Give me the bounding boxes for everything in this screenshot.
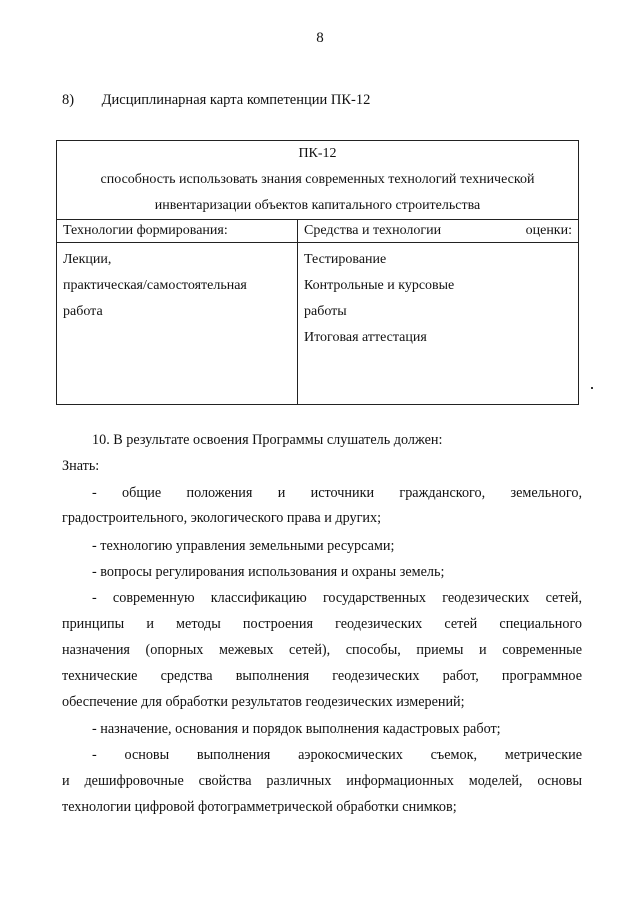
competency-header-cell xyxy=(57,141,579,220)
section-title: Дисциплинарная карта компетенции ПК-12 xyxy=(101,92,371,108)
page-number: 8 xyxy=(316,30,324,46)
know-label: Знать: xyxy=(62,458,100,474)
know-item-4-line5: обеспечение для обработки результатов геодезических измерений; xyxy=(62,694,465,710)
formation-item: практическая/самостоятельная xyxy=(63,278,247,293)
assessment-item: Итоговая аттестация xyxy=(304,330,427,345)
column-header-formation-text: Технологии формирования: xyxy=(63,223,228,238)
assessment-item: работы xyxy=(304,304,347,319)
know-item-4-line4: технические средства выполнения геодезических работ, программное xyxy=(62,668,582,684)
section-number: 8) xyxy=(62,92,75,108)
know-item-2: - технологию управления земельными ресурсами; xyxy=(92,538,395,554)
column-header-assessment-right: оценки: xyxy=(525,223,572,238)
outcomes-intro: 10. В результате освоения Программы слушатель должен: xyxy=(92,432,443,448)
assessment-cell xyxy=(298,243,579,405)
know-item-3: - вопросы регулирования использования и охраны земель; xyxy=(92,564,445,580)
column-header-formation xyxy=(57,220,298,243)
competency-description-line2: инвентаризации объектов капитального строительства xyxy=(154,198,481,213)
formation-item: работа xyxy=(63,304,103,319)
competency-description-line1: способность использовать знания современных технологий технической xyxy=(100,172,535,187)
column-header-assessment xyxy=(298,220,579,243)
know-item-6-line3: технологии цифровой фотограмметрической обработки снимков; xyxy=(62,799,457,815)
assessment-item: Тестирование xyxy=(304,252,387,267)
section-heading xyxy=(62,92,370,109)
stray-mark xyxy=(591,387,593,389)
column-header-assessment-left: Средства и технологии xyxy=(304,223,442,238)
formation-item: Лекции, xyxy=(63,252,112,267)
know-item-4-line1: - современную классификацию государственных геодезических сетей, xyxy=(92,590,582,606)
assessment-item: Контрольные и курсовые xyxy=(304,278,455,293)
know-item-1-line1: - общие положения и источники гражданского, земельного, xyxy=(92,485,582,501)
formation-cell xyxy=(57,243,298,405)
know-item-6-line1: - основы выполнения аэрокосмических съемок, метрические xyxy=(92,747,582,763)
know-item-4-line2: принципы и методы построения геодезических сетей специального xyxy=(62,616,582,632)
know-item-5: - назначение, основания и порядок выполнения кадастровых работ; xyxy=(92,721,501,737)
know-item-1-line2: градостроительного, экологического права и других; xyxy=(62,510,382,526)
know-item-6-line2: и дешифровочные свойства различных информационных моделей, основы xyxy=(62,773,582,789)
competency-table xyxy=(56,140,579,405)
know-item-4-line3: назначения (опорных межевых сетей), способы, приемы и современные xyxy=(62,642,582,658)
competency-code: ПК-12 xyxy=(298,146,337,161)
